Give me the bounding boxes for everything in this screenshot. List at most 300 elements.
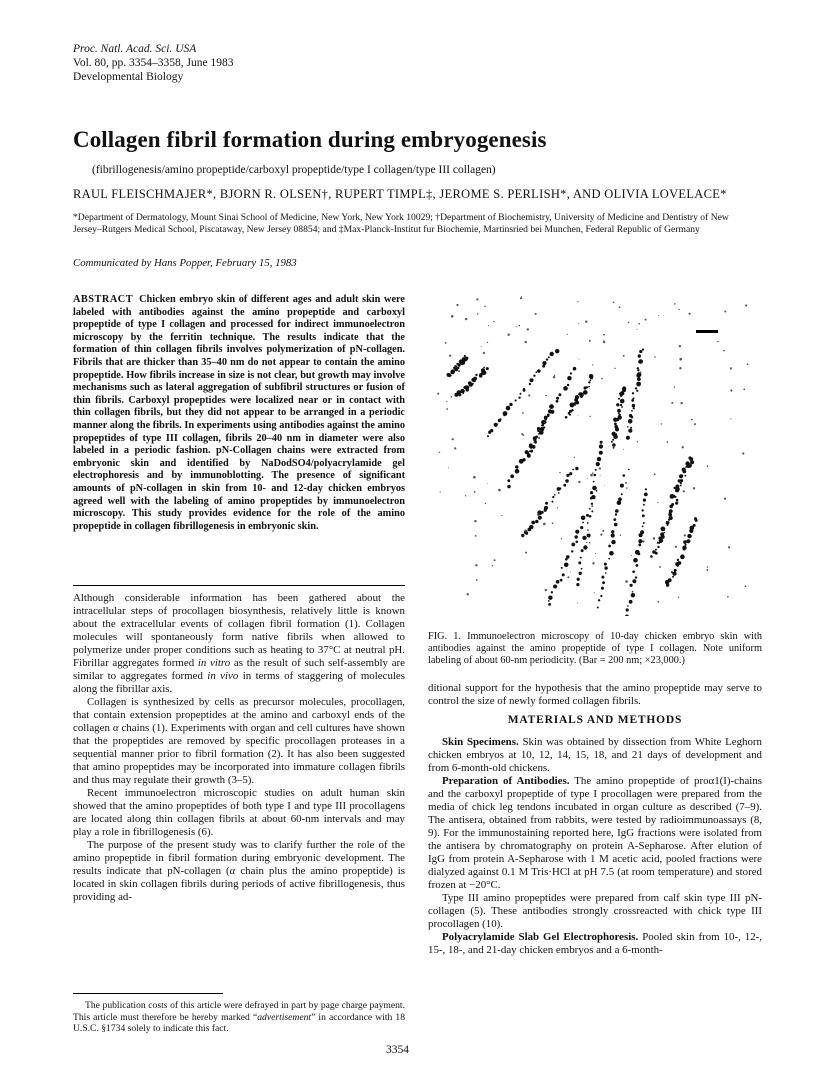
ferritin-label-mark	[640, 530, 644, 534]
ferritin-label-mark	[657, 546, 659, 548]
background-speck	[745, 304, 747, 306]
ferritin-label-mark	[534, 441, 537, 444]
ferritin-label-mark	[612, 443, 616, 447]
ferritin-label-mark	[586, 514, 589, 517]
background-speck	[497, 423, 498, 424]
background-speck	[653, 537, 655, 539]
background-speck	[684, 534, 686, 536]
background-speck	[603, 334, 605, 336]
ferritin-label-mark	[589, 508, 591, 510]
ferritin-label-mark	[566, 555, 570, 559]
intro-p4-text-a: The purpose of the present study was to clarify further the role of the amino propeptide in fibril formation during embryonic development. The results indicate that pN-collagen (	[73, 839, 405, 877]
ferritin-label-mark	[635, 576, 637, 578]
ferritin-label-mark	[618, 497, 622, 501]
background-speck	[602, 586, 603, 587]
background-speck	[679, 358, 682, 361]
ferritin-label-mark	[604, 566, 607, 569]
methods-gel	[428, 931, 762, 957]
ferritin-label-mark	[575, 530, 579, 534]
ferritin-label-mark	[481, 368, 485, 372]
background-speck	[654, 356, 656, 358]
background-speck	[707, 465, 709, 467]
background-speck	[483, 352, 485, 354]
ferritin-label-mark	[638, 359, 643, 364]
ferritin-label-mark	[627, 605, 629, 607]
ferritin-label-mark	[642, 526, 644, 528]
ferritin-label-mark	[561, 567, 563, 569]
ferritin-label-mark	[655, 552, 658, 555]
background-speck	[674, 386, 675, 387]
background-speck	[578, 481, 580, 483]
background-speck	[492, 565, 493, 566]
intro-p4-alpha: α	[229, 865, 236, 877]
ferritin-label-mark	[671, 503, 674, 506]
ferritin-label-mark	[581, 549, 584, 552]
ferritin-label-mark	[556, 397, 559, 400]
footnote-italic: advertisement	[257, 1011, 312, 1023]
ferritin-label-mark	[693, 524, 696, 527]
ferritin-label-mark	[628, 469, 630, 471]
ferritin-label-mark	[617, 409, 621, 413]
ferritin-label-mark	[590, 497, 593, 500]
background-speck	[467, 593, 469, 595]
ferritin-label-mark	[589, 515, 592, 518]
ferritin-label-mark	[563, 484, 566, 487]
ferritin-label-mark	[564, 563, 569, 568]
background-speck	[465, 318, 467, 320]
background-speck	[681, 402, 683, 404]
background-speck	[484, 306, 486, 308]
ferritin-label-mark	[642, 509, 644, 511]
journal-name: Proc. Natl. Acad. Sci. USA	[73, 43, 197, 55]
footnote-text-a: The publication costs of this article were defrayed in part by page charge payment. This article must therefore be hereby marked “	[73, 1000, 405, 1023]
methods-antibodies	[428, 775, 762, 892]
background-speck	[475, 535, 477, 537]
ferritin-label-mark	[562, 573, 565, 576]
background-speck	[631, 555, 632, 556]
background-speck	[625, 580, 628, 583]
background-speck	[481, 346, 482, 347]
ferritin-label-mark	[451, 371, 453, 373]
ferritin-label-mark	[503, 411, 508, 416]
ferritin-label-mark	[510, 474, 514, 478]
ferritin-label-mark	[589, 374, 594, 379]
ferritin-label-mark	[520, 393, 522, 395]
background-speck	[485, 503, 486, 504]
ferritin-label-mark	[529, 525, 533, 529]
background-speck	[527, 328, 529, 330]
ferritin-label-mark	[571, 543, 575, 547]
ferritin-label-mark	[567, 376, 571, 380]
ferritin-label-mark	[618, 398, 620, 400]
background-speck	[742, 452, 744, 454]
ferritin-label-mark	[531, 521, 535, 525]
ferritin-label-mark	[621, 493, 623, 495]
ferritin-label-mark	[547, 415, 549, 417]
ferritin-label-mark	[637, 372, 642, 377]
background-speck	[600, 475, 601, 476]
background-speck	[667, 441, 669, 443]
intro-p1-text-a: Although considerable information has been gathered about the intracellular steps of procollagen biosynthesis, relatively little is known about the extracellular events of collagen fibril formation (1). Collagen molecules will spontaneously form native fibrils when allowed to polymerize under proper conditions such as heating to 37°C at neutral pH. Fibrillar aggregates formed	[73, 592, 405, 669]
ferritin-label-mark	[556, 580, 560, 584]
ferritin-label-mark	[587, 529, 589, 531]
ferritin-label-mark	[538, 437, 540, 439]
ferritin-label-mark	[548, 600, 550, 602]
background-speck	[679, 367, 681, 369]
background-speck	[519, 325, 521, 327]
background-speck	[592, 472, 594, 474]
intro-p2-alpha: α	[112, 722, 119, 734]
abstract	[73, 294, 405, 533]
ferritin-label-mark	[587, 534, 591, 538]
volume-line: Vol. 80, pp. 3354–3358, June 1983	[73, 57, 234, 69]
ferritin-label-mark	[604, 563, 607, 566]
ferritin-label-mark	[475, 374, 477, 376]
ferritin-label-mark	[540, 427, 544, 431]
ferritin-label-mark	[638, 354, 641, 357]
background-speck	[621, 406, 623, 408]
abstract-heading: ABSTRACT	[73, 294, 134, 305]
ferritin-label-mark	[509, 403, 512, 406]
background-speck	[640, 371, 642, 373]
background-speck	[657, 601, 659, 603]
ferritin-label-mark	[583, 390, 588, 395]
ferritin-label-mark	[626, 436, 630, 440]
ferritin-label-mark	[675, 502, 678, 505]
ferritin-label-mark	[689, 457, 693, 461]
communicated-by: Communicated by Hans Popper, February 15, 1983	[73, 257, 297, 269]
background-speck	[476, 298, 478, 300]
background-speck	[476, 579, 478, 581]
background-speck	[599, 467, 601, 469]
ferritin-label-mark	[559, 487, 562, 490]
ferritin-label-mark	[552, 496, 554, 498]
background-speck	[619, 306, 621, 308]
ferritin-label-mark	[629, 600, 633, 604]
ferritin-label-mark	[629, 414, 632, 417]
background-speck	[477, 313, 479, 315]
background-speck	[614, 368, 615, 369]
background-speck	[586, 542, 587, 543]
ferritin-label-mark	[680, 485, 682, 487]
ferritin-label-mark	[558, 492, 560, 494]
background-speck	[623, 449, 624, 450]
scale-bar	[696, 330, 718, 333]
continued-paragraph	[428, 682, 762, 708]
ferritin-label-mark	[638, 543, 641, 546]
background-speck	[595, 553, 596, 554]
ferritin-label-mark	[490, 429, 493, 432]
ferritin-label-mark	[591, 510, 593, 512]
background-speck	[679, 345, 681, 347]
background-speck	[654, 473, 656, 475]
ferritin-label-mark	[527, 452, 530, 455]
ferritin-label-mark	[535, 371, 537, 373]
ferritin-label-mark	[671, 571, 673, 573]
ferritin-label-mark	[582, 522, 584, 524]
ferritin-label-mark	[642, 348, 644, 350]
ferritin-label-mark	[594, 474, 597, 477]
background-speck	[626, 487, 628, 489]
skin-specimens-text: Skin was obtained by dissection from White Leghorn chicken embryos at 10, 12, 14, 15, 18, and 21 days of development and from 6-month-old chickens.	[428, 736, 762, 774]
footnote-divider	[73, 993, 223, 994]
background-speck	[557, 586, 558, 587]
ferritin-label-mark	[465, 385, 468, 388]
methods-type-iii: Type III amino propeptides were prepared from calf skin type III pN-collagen (5). These antibodies strongly crossreacted with chick type III procollagen (10).	[428, 892, 762, 930]
background-speck	[559, 472, 560, 473]
ferritin-label-mark	[581, 568, 583, 570]
background-speck	[678, 309, 679, 310]
background-speck	[465, 495, 466, 496]
ferritin-label-mark	[637, 369, 639, 371]
ferritin-label-mark	[669, 509, 673, 513]
ferritin-label-mark	[614, 423, 617, 426]
ferritin-label-mark	[636, 390, 638, 392]
ferritin-label-mark	[548, 356, 550, 358]
figure-caption-label: FIG. 1.	[428, 631, 461, 642]
ferritin-label-mark	[668, 578, 672, 582]
ferritin-label-mark	[565, 479, 568, 482]
ferritin-label-mark	[545, 502, 548, 505]
ferritin-label-mark	[611, 530, 614, 533]
ferritin-label-mark	[661, 527, 666, 532]
background-speck	[557, 507, 558, 508]
ferritin-label-mark	[643, 499, 646, 502]
ferritin-label-mark	[554, 494, 556, 496]
background-speck	[600, 534, 602, 536]
background-speck	[652, 556, 654, 558]
background-speck	[449, 355, 451, 357]
background-speck	[594, 592, 595, 593]
background-speck	[577, 301, 578, 302]
background-speck	[501, 515, 502, 516]
authors: RAUL FLEISCHMAJER*, BJORN R. OLSEN†, RUPERT TIMPL‡, JEROME S. PERLISH*, AND OLIVIA LOVELACE*	[73, 187, 727, 201]
background-speck	[446, 408, 448, 410]
background-speck	[637, 441, 638, 442]
ferritin-label-mark	[529, 383, 531, 385]
ferritin-label-mark	[685, 461, 689, 465]
intro-p2-text-b: chains (1). Experiments with organ and cell cultures have shown that the propeptides are removed by specific procollagen proteases in a sequential manner prior to fibril formation (2). It has also been suggested that amino propeptides may be incorporated into immature collagen fibrils and thus may regulate their growth (3–5).	[73, 722, 405, 786]
background-speck	[521, 433, 523, 435]
ferritin-label-mark	[631, 410, 633, 412]
ferritin-label-mark	[572, 469, 574, 471]
ferritin-label-mark	[615, 513, 617, 515]
ferritin-label-mark	[600, 595, 602, 597]
background-speck	[678, 597, 679, 598]
intro-p4-text-b: chain plus the amino propeptide) is located in skin collagen fibrils during periods of active fibrillogenesis, thus providing ad-	[73, 865, 405, 903]
ferritin-label-mark	[535, 436, 538, 439]
background-speck	[730, 389, 732, 391]
ferritin-label-mark	[630, 427, 632, 429]
ferritin-label-mark	[672, 572, 676, 576]
background-speck	[604, 485, 605, 486]
ferritin-label-mark	[622, 386, 626, 390]
background-speck	[675, 546, 677, 548]
ferritin-label-mark	[591, 505, 593, 507]
ferritin-label-mark	[569, 472, 572, 475]
background-speck	[578, 415, 579, 416]
ferritin-label-mark	[532, 445, 535, 448]
ferritin-label-mark	[499, 418, 501, 420]
ferritin-label-mark	[515, 399, 517, 401]
background-speck	[707, 566, 709, 568]
ferritin-label-mark	[655, 549, 657, 551]
ferritin-label-mark	[631, 399, 634, 402]
ferritin-label-mark	[576, 541, 579, 544]
ferritin-label-mark	[633, 407, 635, 409]
ferritin-label-mark	[457, 367, 460, 370]
background-speck	[528, 394, 530, 396]
intro-p1-italic-a: in vitro	[197, 657, 231, 669]
ferritin-label-mark	[569, 410, 572, 413]
ferritin-label-mark	[551, 591, 553, 593]
background-speck	[578, 359, 579, 360]
ferritin-label-mark	[639, 350, 642, 353]
background-speck	[683, 490, 685, 492]
ferritin-label-mark	[468, 381, 472, 385]
ferritin-label-mark	[523, 388, 525, 390]
ferritin-label-mark	[626, 608, 629, 611]
ferritin-label-mark	[560, 579, 563, 582]
background-speck	[659, 566, 661, 568]
background-speck	[645, 319, 647, 321]
background-speck	[717, 341, 719, 343]
background-speck	[723, 350, 725, 352]
ferritin-label-mark	[598, 599, 600, 601]
electron-micrograph	[428, 286, 758, 616]
background-speck	[525, 341, 527, 343]
ferritin-label-mark	[487, 435, 489, 437]
background-speck	[586, 537, 587, 538]
ferritin-label-mark	[563, 386, 568, 391]
background-speck	[437, 393, 439, 395]
ferritin-label-mark	[636, 564, 639, 567]
ferritin-label-mark	[521, 534, 524, 537]
background-speck	[589, 542, 591, 544]
footnote-text-b: ” in accordance with 18 U.S.C. §1734 solely to indicate this fact.	[73, 1011, 405, 1034]
ferritin-label-mark	[546, 358, 548, 360]
ferritin-label-mark	[550, 352, 554, 356]
background-speck	[493, 321, 494, 322]
ferritin-label-mark	[632, 570, 635, 573]
footnote	[73, 1000, 405, 1035]
background-speck	[590, 416, 591, 417]
ferritin-label-mark	[576, 583, 579, 586]
background-speck	[730, 367, 732, 369]
ferritin-label-mark	[683, 540, 687, 544]
ferritin-label-mark	[515, 469, 520, 474]
continuation-text: ditional support for the hypothesis that the amino propeptide may serve to control the size of newly formed collagen fibrils.	[428, 682, 762, 707]
background-speck	[440, 491, 441, 492]
background-speck	[545, 589, 547, 591]
ferritin-label-mark	[565, 416, 568, 419]
ferritin-label-mark	[530, 450, 533, 453]
ferritin-label-mark	[600, 441, 603, 444]
background-speck	[473, 476, 476, 479]
ferritin-label-mark	[623, 474, 626, 477]
background-speck	[691, 419, 693, 421]
ferritin-label-mark	[599, 444, 603, 448]
methods-skin-specimens	[428, 736, 762, 775]
intro-paragraph-1	[73, 592, 405, 696]
ferritin-label-mark	[537, 369, 541, 373]
ferritin-label-mark	[680, 479, 683, 482]
background-speck	[674, 303, 676, 305]
background-speck	[489, 430, 490, 431]
ferritin-label-mark	[612, 439, 614, 441]
gel-text: Pooled skin from 10-, 12-, 15-, 18-, and 21-day chicken embryos and a 6-month-	[428, 931, 762, 956]
ferritin-label-mark	[625, 615, 629, 617]
ferritin-label-mark	[628, 419, 633, 424]
background-speck	[553, 376, 555, 378]
ferritin-label-mark	[614, 523, 618, 527]
intro-paragraph-4	[73, 839, 405, 904]
ferritin-label-mark	[577, 578, 580, 581]
ferritin-label-mark	[537, 429, 540, 432]
ferritin-label-mark	[682, 554, 684, 556]
background-speck	[724, 311, 726, 313]
ferritin-label-mark	[575, 467, 578, 470]
ferritin-label-mark	[553, 585, 557, 589]
ferritin-label-mark	[542, 361, 546, 365]
ferritin-label-mark	[544, 421, 547, 424]
background-speck	[454, 447, 456, 449]
background-speck	[474, 491, 476, 493]
ferritin-label-mark	[638, 539, 642, 543]
ferritin-label-mark	[631, 593, 635, 597]
background-speck	[638, 323, 640, 325]
background-speck	[743, 389, 745, 391]
ferritin-label-mark	[544, 506, 548, 510]
ferritin-label-mark	[637, 367, 639, 369]
ferritin-label-mark	[595, 469, 597, 471]
ferritin-label-mark	[541, 511, 544, 514]
ferritin-label-mark	[592, 486, 597, 491]
ferritin-label-mark	[688, 535, 691, 538]
ferritin-label-mark	[486, 367, 489, 370]
background-speck	[658, 315, 659, 316]
ferritin-label-mark	[645, 488, 647, 490]
ferritin-label-mark	[566, 474, 569, 477]
background-speck	[452, 438, 454, 440]
ferritin-label-mark	[464, 357, 466, 359]
background-speck	[475, 564, 477, 566]
ferritin-label-mark	[552, 501, 554, 503]
page-number: 3354	[386, 1044, 409, 1056]
background-speck	[657, 502, 658, 503]
ferritin-label-mark	[625, 482, 627, 484]
ferritin-label-mark	[637, 377, 641, 381]
background-speck	[439, 452, 440, 453]
background-speck	[724, 498, 726, 500]
background-speck	[445, 342, 447, 344]
ferritin-label-mark	[464, 355, 466, 357]
ferritin-label-mark	[615, 509, 619, 513]
ferritin-label-mark	[454, 365, 456, 367]
ferritin-label-mark	[682, 546, 686, 550]
intro-paragraph-3: Recent immunoelectron microscopic studies on adult human skin showed that the amino propeptides of both type I and type III procollagens are located along thin collagen fibrils at about 60-nm intervals and may play a role in fibrillogenesis (6).	[73, 787, 405, 838]
ferritin-label-mark	[633, 558, 638, 563]
background-speck	[474, 520, 476, 522]
background-speck	[728, 546, 730, 548]
ferritin-label-mark	[530, 378, 534, 382]
ferritin-label-mark	[550, 410, 554, 414]
background-speck	[661, 423, 662, 424]
article-title: Collagen fibril formation during embryogenesis	[73, 127, 547, 152]
background-speck	[516, 326, 517, 327]
gel-heading: Polyacrylamide Slab Gel Electrophoresis.	[442, 931, 639, 943]
ferritin-label-mark	[522, 458, 525, 461]
